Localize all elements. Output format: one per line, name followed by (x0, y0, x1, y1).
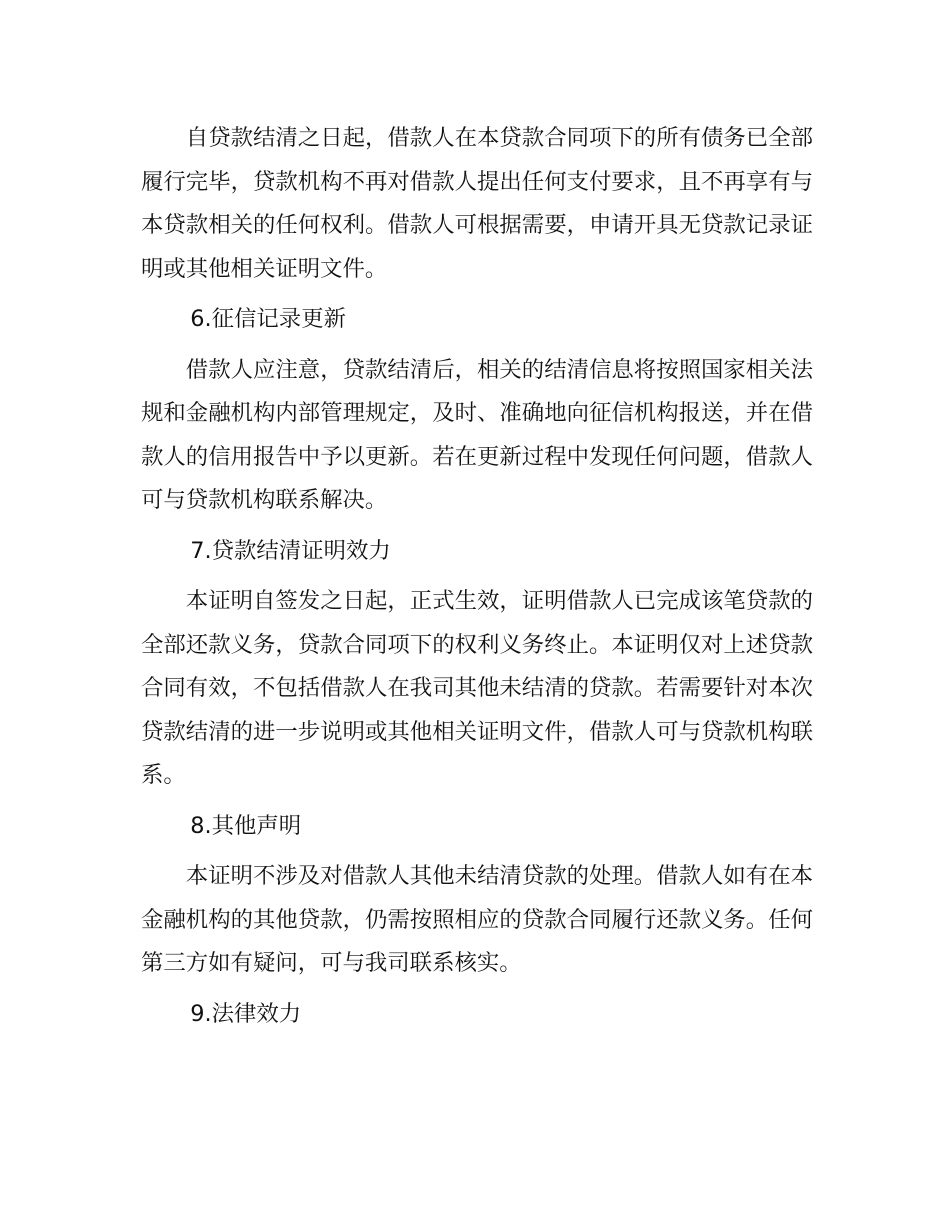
paragraph-credit-record: 借款人应注意，贷款结清后，相关的结清信息将按照国家相关法规和金融机构内部管理规定，及时、准确地向征信机构报送，并在借款人的信用报告中予以更新。若在更新过程中发现任何问题，借款人可与贷款机构联系解决。 (141, 356, 813, 513)
paragraph-settlement-effect: 自贷款结清之日起，借款人在本贷款合同项下的所有债务已全部履行完毕，贷款机构不再对借款人提出任何支付要求，且不再享有与本贷款相关的任何权利。借款人可根据需要，申请开具无贷款记录证明或其他相关证明文件。 (141, 125, 813, 282)
paragraph-other-statements: 本证明不涉及对借款人其他未结清贷款的处理。借款人如有在本金融机构的其他贷款，仍需按照相应的贷款合同履行还款义务。任何第三方如有疑问，可与我司联系核实。 (141, 863, 813, 976)
section-heading-9: 9.法律效力 (190, 1000, 302, 1027)
section-heading-6: 6.征信记录更新 (190, 306, 346, 332)
document-body (141, 117, 813, 1043)
paragraph-certificate-validity: 本证明自签发之日起，正式生效，证明借款人已完成该笔贷款的全部还款义务，贷款合同项下的权利义务终止。本证明仅对上述贷款合同有效，不包括借款人在我司其他未结清的贷款。若需要针对本次贷款结清的进一步说明或其他相关证明文件，借款人可与贷款机构联系。 (141, 588, 813, 788)
section-heading-7: 7.贷款结清证明效力 (190, 537, 391, 564)
section-heading-8: 8.其他声明 (190, 812, 302, 839)
